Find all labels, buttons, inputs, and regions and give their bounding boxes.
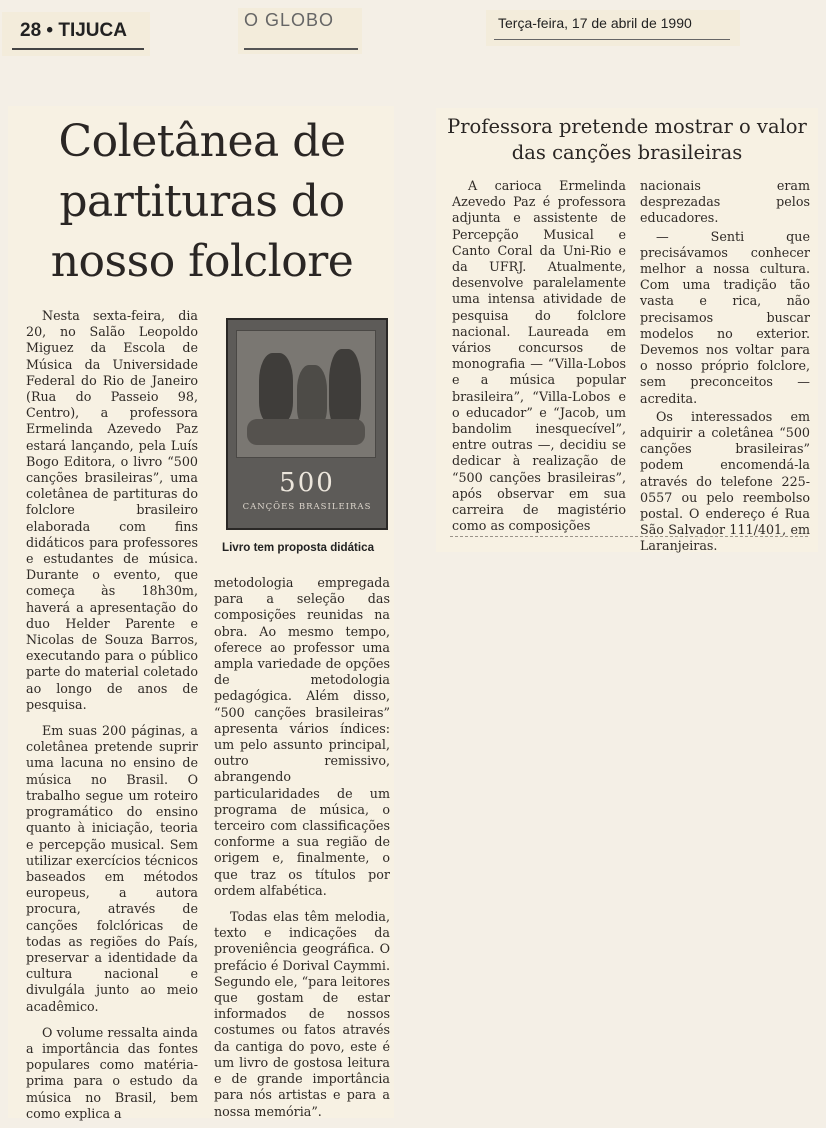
newspaper-header [238, 8, 362, 54]
side-column-2 [640, 178, 810, 555]
side-article [436, 108, 818, 552]
main-article [8, 106, 394, 1121]
cover-subtitle: CANÇÕES BRASILEIRAS [242, 502, 372, 512]
paragraph: O volume ressalta ainda a importância das fontes populares como matéria-prima para o estudo da música no Brasil, bem como explica a [26, 1024, 198, 1121]
paragraph: A carioca Ermelinda Azevedo Paz é professora adjunta e assistente de Percepção Musical e Canto Coral da Uni-Rio e da UFRJ. Atualmente, desenvolve paralelamente uma intensa atividade de pesquisa do folclore nacional. Laureada em vários concursos de monografia — “Villa-Lobos e a música popular brasileira”, “Villa-Lobos e o educador” e “Jacob, um bandolim inesquecível”, entre outras —, decidiu se dedicar à realização de “500 canções brasileiras”, após observar em sua carreira de magistério como as composições [452, 178, 626, 534]
paragraph: Nesta sexta-feira, dia 20, no Salão Leopoldo Miguez da Escola de Música da Universidade Federal do Rio de Janeiro (Rua do Passeio 98, Centro), a professora Ermelinda Azevedo Paz estará lançando, pela Luís Bogo Editora, o livro “500 canções brasileiras”, uma coletânea de partituras do folclore brasileiro elaborada com fins didáticos para professores e estudantes de música. Durante o evento, que começa às 18h30m, haverá a apresentação do duo Helder Parente e Nicolas de Souza Barros, executando para o público parte do material coletado ao longo de anos de pesquisa. [26, 308, 198, 712]
article-column-1 [26, 308, 198, 1122]
section-header [2, 12, 150, 56]
paragraph: nacionais eram desprezadas pelos educadores. [640, 178, 810, 226]
paragraph: — Senti que precisávamos conhecer melhor a nossa cultura. Com uma tradição tão vasta e rica, não precisamos buscar modelos no exterior. Devemos nos voltar para o nosso próprio folclore, sem preconceitos — acredita. [640, 228, 810, 406]
paragraph: Em suas 200 páginas, a coletânea pretende suprir uma lacuna no ensino de música no Brasil. O trabalho segue um roteiro programático do ensino quanto à iniciação, teoria e percepção musical. Sem utilizar exercícios técnicos baseados em métodos europeus, a autora procura, através de canções folclóricas de todas as regiões do País, preservar a identidade da cultura nacional e divulgála junto ao meio acadêmico. [26, 723, 198, 1014]
paragraph: metodologia empregada para a seleção das composições reunidas na obra. Ao mesmo tempo, oferece ao professor uma ampla variedade de opções de metodologia pedagógica. Além disso, “500 canções brasileiras” apresenta vários índices: um pelo assunto principal, outro remissivo, abrangendo particularidades de um programa de música, o terceiro com classificações conforme a sua região de origem e, finalmente, o que traz os títulos por ordem alfabética. [214, 575, 390, 898]
cover-number: 500 [279, 468, 335, 498]
cover-illustration [236, 330, 376, 458]
side-column-1 [452, 178, 626, 534]
article-headline: Coletânea de partituras do nosso folclore [50, 116, 354, 287]
book-cover-image [226, 318, 388, 530]
newspaper-name: O GLOBO [244, 10, 335, 30]
publication-date: Terça-feira, 17 de abril de 1990 [498, 15, 692, 31]
paragraph: Os interessados em adquirir a coletânea “500 canções brasileiras” podem encomendá-la através do telefone 225-0557 ou pelo reembolso postal. O endereço é Rua São Salvador 111/401, em Laranjeiras. [640, 408, 810, 554]
page-section-label: 28 • TIJUCA [20, 20, 127, 41]
paragraph: Todas elas têm melodia, texto e indicações da proveniência geográfica. O prefácio é Dorival Caymmi. Segundo ele, “para leitores que gostam de estar informados de nossos costumes ou fatos através da cantiga do povo, este é um livro de gostosa leitura e de grande importância para nós artistas e para a nossa memória”. [214, 909, 390, 1119]
photo-caption: Livro tem proposta didática [222, 541, 375, 554]
date-header [486, 10, 740, 46]
divider [450, 536, 808, 537]
header-rule [494, 39, 730, 40]
side-article-title: Professora pretende mostrar o valor das canções brasileiras [447, 115, 807, 164]
header-rule [12, 48, 144, 50]
header-rule [244, 48, 358, 50]
article-column-2 [214, 575, 390, 1120]
